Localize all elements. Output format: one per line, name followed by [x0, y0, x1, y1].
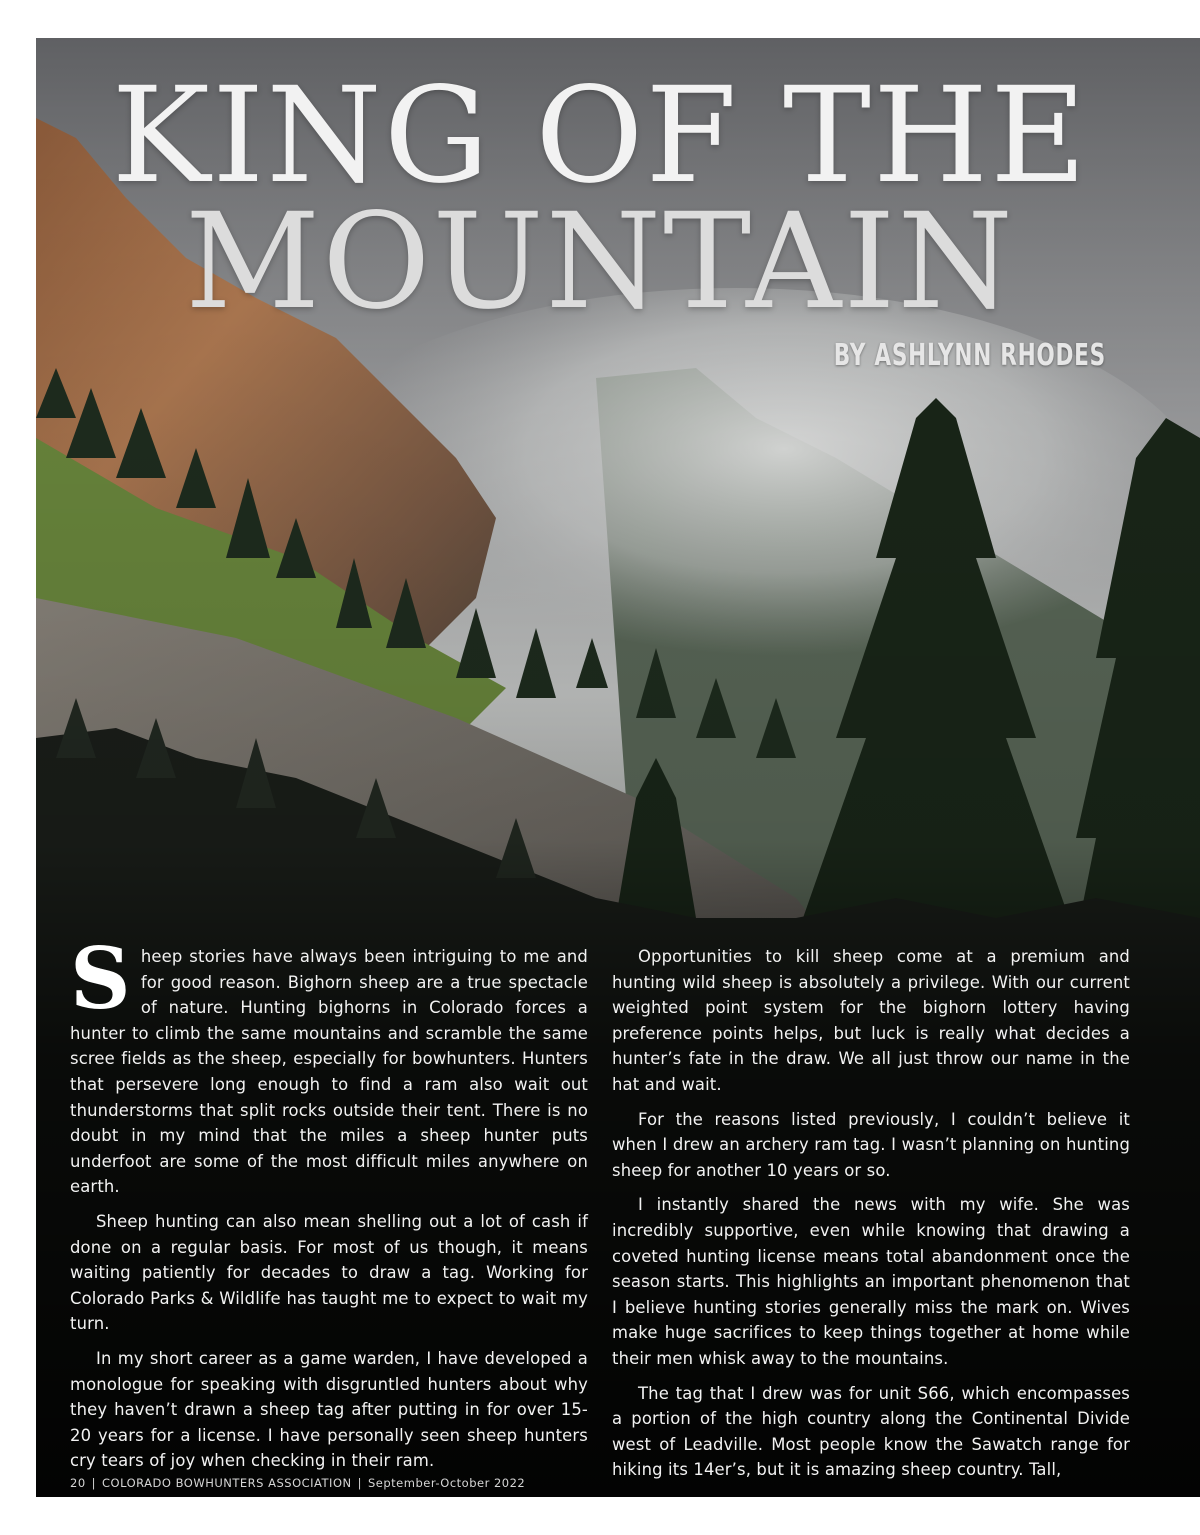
right-paragraph-1: Opportunities to kill sheep come at a premium and hunting wild sheep is absolutely a privilege. With our current weighted point system for the bighorn lottery having preference points helps, but luck is really what decides a hunter’s fate in the draw. We all just throw our name in the hat and wait. [612, 947, 1130, 1094]
page-number: 20 [70, 1476, 86, 1490]
issue-date: September-October 2022 [367, 1476, 526, 1490]
right-paragraph-4: The tag that I drew was for unit S66, which encompasses a portion of the high country along the Continental Divide west of Leadville. Most people know the Sawatch range for hiking its 14er’s, but it is amazing sheep country. Tall, [612, 1383, 1130, 1480]
drop-cap: S [70, 929, 131, 1028]
footer-separator: | [91, 1476, 97, 1490]
left-paragraph-1-text: heep stories have always been intriguing to me and for good reason. Bighorn sheep are a true spectacle of nature. Hunting bighorns in Colorado forces a hunter to climb the same mountains and scramble the same scree fields as the sheep, especially for bowhunters. Hunters that persevere long enough to find a ram also wait out thunderstorms that split rocks outside their tent. There is no doubt in my mind that the miles a sheep hunter puts underfoot are some of the most difficult miles anywhere on earth. [70, 947, 588, 1197]
title-line-2: MOUNTAIN [185, 185, 1015, 339]
right-paragraph-2: For the reasons listed previously, I couldn’t believe it when I drew an archery ram tag. I wasn’t planning on hunting sheep for another 10 years or so. [612, 1109, 1130, 1180]
left-paragraph-2: Sheep hunting can also mean shelling out a lot of cash if done on a regular basis. For most of us though, it means waiting patiently for decades to draw a tag. Working for Colorado Parks & Wildlife has taught me to expect to wait my turn. [70, 1211, 588, 1334]
left-paragraph-3: In my short career as a game warden, I have developed a monologue for speaking with disgruntled hunters about why they haven’t drawn a sheep tag after putting in for over 15-20 years for a license. I have personally seen sheep hunters cry tears of joy when checking in their ram. [70, 1348, 588, 1471]
right-paragraph-3: I instantly shared the news with my wife. She was incredibly supportive, even while knowing that drawing a coveted hunting license means total abandonment once the season starts. This highlights an important phenomenon that I believe hunting stories generally miss the mark on. Wives make huge sacrifices to keep things together at home while their men whisk away to the mountains. [612, 1195, 1130, 1368]
right-column [612, 944, 1130, 1492]
left-column [70, 929, 588, 1483]
footer-separator: | [357, 1476, 362, 1490]
byline: BY ASHLYNN RHODES [833, 338, 1106, 373]
article-title [40, 59, 1160, 339]
left-paragraph-1 [70, 929, 588, 1200]
page-footer [70, 1476, 525, 1490]
publication-name: COLORADO BOWHUNTERS ASSOCIATION [102, 1476, 352, 1490]
title-line-1: KING OF THE [111, 59, 1089, 213]
